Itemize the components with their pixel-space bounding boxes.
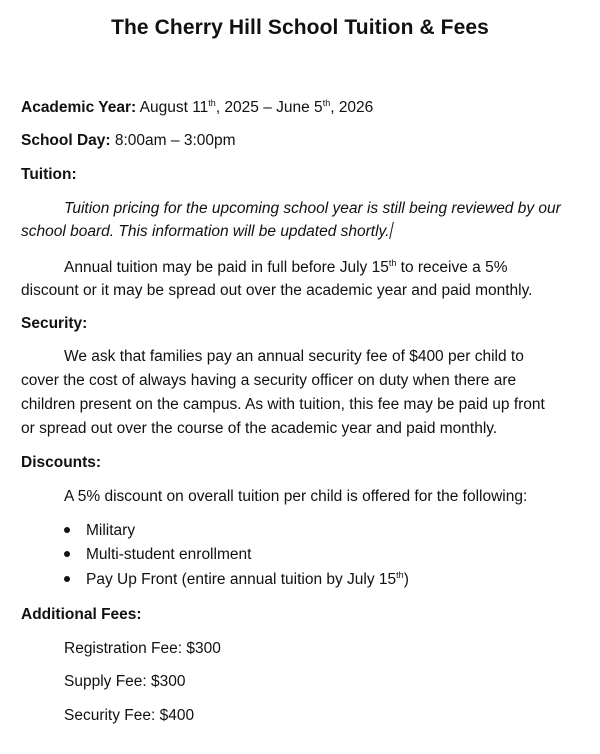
tuition-para-line1-sup: th (388, 257, 397, 268)
tuition-para-line1-b: to receive a 5% (396, 259, 508, 276)
school-day-value: 8:00am – 3:00pm (110, 132, 236, 149)
list-item (64, 519, 135, 542)
security-line: cover the cost of always having a security officer on duty when there are (21, 372, 517, 389)
academic-year-label: Academic Year: (21, 99, 137, 116)
fee-item: Supply Fee: $300 (64, 673, 186, 690)
tuition-para-line1-a: Annual tuition may be paid in full before July 15 (64, 259, 389, 276)
bullet-icon (64, 527, 70, 533)
list-item (64, 568, 409, 591)
academic-year-end-year: , 2026 (330, 99, 374, 116)
tuition-para-line1 (64, 256, 508, 279)
text-cursor (390, 222, 395, 239)
fee-item: Registration Fee: $300 (64, 640, 221, 657)
discounts-intro: A 5% discount on overall tuition per child is offered for the following: (64, 488, 528, 505)
academic-year-start: August 11 (136, 99, 209, 116)
tuition-heading: Tuition: (21, 166, 77, 183)
academic-year-end-sup: th (322, 97, 331, 108)
school-day-line (21, 129, 236, 152)
document-title: The Cherry Hill School Tuition & Fees (111, 16, 489, 39)
additional-fees-heading: Additional Fees: (21, 606, 142, 623)
tuition-note-line1: Tuition pricing for the upcoming school year is still being reviewed by our (64, 200, 561, 217)
discounts-heading: Discounts: (21, 454, 102, 471)
academic-year-start-sup: th (208, 97, 216, 108)
list-item (64, 543, 251, 566)
tuition-para-line2: discount or it may be spread out over the academic year and paid monthly. (21, 282, 533, 299)
security-heading: Security: (21, 315, 88, 332)
security-line: We ask that families pay an annual security fee of $400 per child to (64, 348, 524, 365)
fee-item: Security Fee: $400 (64, 707, 195, 724)
security-line: or spread out over the course of the academic year and paid monthly. (21, 420, 498, 437)
tuition-note-line2-text: school board. This information will be updated shortly. (21, 223, 390, 240)
tuition-note-line2 (21, 220, 392, 243)
list-item-label-a: Pay Up Front (entire annual tuition by July 15 (86, 571, 397, 588)
list-item-label: Military (86, 522, 136, 539)
academic-year-line (21, 96, 373, 119)
bullet-icon (64, 576, 70, 582)
list-item-label-b: ) (403, 571, 409, 588)
bullet-icon (64, 551, 70, 557)
security-line: children present on the campus. As with tuition, this fee may be paid up front (21, 396, 545, 413)
school-day-label: School Day: (21, 132, 111, 149)
academic-year-end: , 2025 – June 5 (215, 99, 323, 116)
list-item-sup: th (396, 569, 404, 580)
list-item-label: Multi-student enrollment (86, 546, 252, 563)
